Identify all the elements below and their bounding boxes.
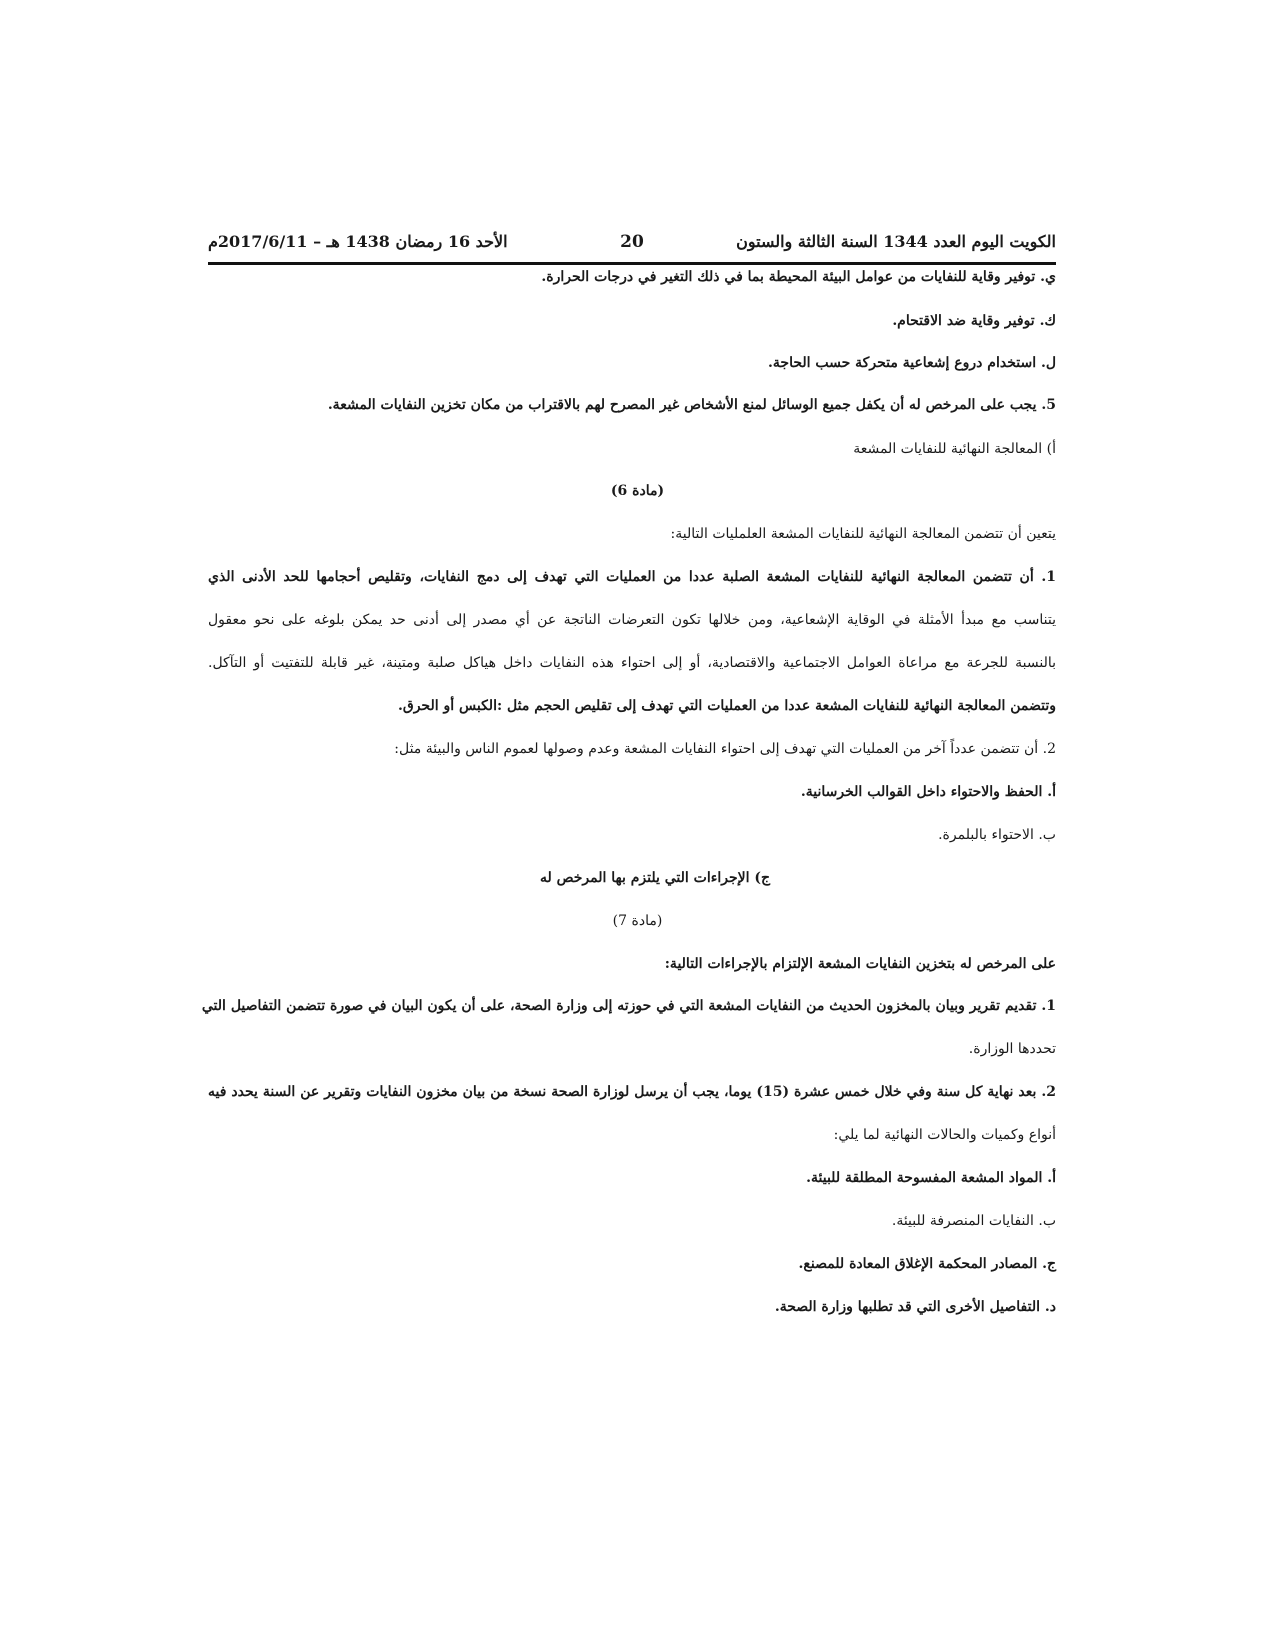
article-heading: (مادة 6) [610,483,665,499]
section-heading: أ) المعالجة النهائية للنفايات المشعة [853,441,1056,457]
section-heading: ج) الإجراءات التي يلتزم بها المرخص له [539,870,771,886]
list-item: د. التفاصيل الأخرى التي قد تطلبها وزارة الصحة. [774,1299,1056,1315]
list-item: ب. الاحتواء بالبلمرة. [938,827,1056,843]
list-item: ل. استخدام دروع إشعاعية متحركة حسب الحاجة. [768,355,1056,371]
paragraph-line: أنواع وكميات والحالات النهائية لما يلي: [833,1127,1056,1143]
paragraph-intro: يتعين أن تتضمن المعالجة النهائية للنفايات المشعة العلمليات التالية: [670,526,1056,542]
paragraph-line: بالنسبة للجرعة مع مراعاة العوامل الاجتماعية والاقتصادية، أو إلى احتواء هذه النفايات داخل هياكل صلبة ومتينة، غير قابلة للتفتيت أو التآكل. [208,655,1056,671]
header-gazette-issue: الكويت اليوم العدد 1344 السنة الثالثة والستون [736,232,1056,251]
paragraph-intro: على المرخص له بتخزين النفايات المشعة الإلتزام بالإجراءات التالية: [664,956,1056,972]
paragraph-line: 2. بعد نهاية كل سنة وفي خلال خمس عشرة (15) يوما، يجب أن يرسل لوزارة الصحة نسخة من بيان مخزون النفايات وتقرير عن السنة يحدد فيه [208,1084,1056,1100]
page-header [208,232,1056,262]
list-item: ج. المصادر المحكمة الإغلاق المعادة للمصنع. [798,1256,1056,1272]
list-item: 5. يجب على المرخص له أن يكفل جميع الوسائل لمنع الأشخاص غير المصرح لهم بالاقتراب من مكان تخزين النفايات المشعة. [327,397,1056,413]
list-item: أ. المواد المشعة المفسوحة المطلقة للبيئة. [806,1170,1056,1186]
paragraph-line: وتتضمن المعالجة النهائية للنفايات المشعة عددا من العمليات التي تهدف إلى تقليص الحجم مثل :الكبس أو الحرق. [397,698,1056,714]
list-item: أ. الحفظ والاحتواء داخل القوالب الخرسانية. [800,784,1056,800]
header-date: الأحد 16 رمضان 1438 هـ – 2017/6/11م [208,232,508,251]
list-item: ب. النفايات المنصرفة للبيئة. [891,1213,1056,1229]
paragraph-line: 2. أن تتضمن عدداً آخر من العمليات التي تهدف إلى احتواء النفايات المشعة وعدم وصولها لعموم الناس والبيئة مثل: [394,741,1056,757]
list-item: ي. توفير وقاية للنفايات من عوامل البيئة المحيطة بما في ذلك التغير في درجات الحرارة. [541,269,1056,285]
header-divider [208,262,1056,265]
paragraph-line: 1. أن تتضمن المعالجة النهائية للنفايات المشعة الصلبة عددا من العمليات التي تهدف إلى دمج النفايات، وتقليص أحجامها للحد الأدنى الذي [208,569,1056,585]
paragraph-line: 1. تقديم تقرير وبيان بالمخزون الحديث من النفايات المشعة التي في حوزته إلى وزارة الصحة، على أن يكون البيان في صورة تتضمن التفاصيل التي [201,998,1056,1014]
list-item: ك. توفير وقاية ضد الاقتحام. [892,313,1056,329]
paragraph-line: يتناسب مع مبدأ الأمثلة في الوقاية الإشعاعية، ومن خلالها تكون التعرضات الناتجة عن أي مصدر إلى أدنى حد يمكن بلوغه على نحو معقول [208,612,1056,628]
article-heading: (مادة 7) [612,913,663,929]
paragraph-line: تحددها الوزارة. [968,1041,1056,1057]
page-number: 20 [620,232,644,252]
